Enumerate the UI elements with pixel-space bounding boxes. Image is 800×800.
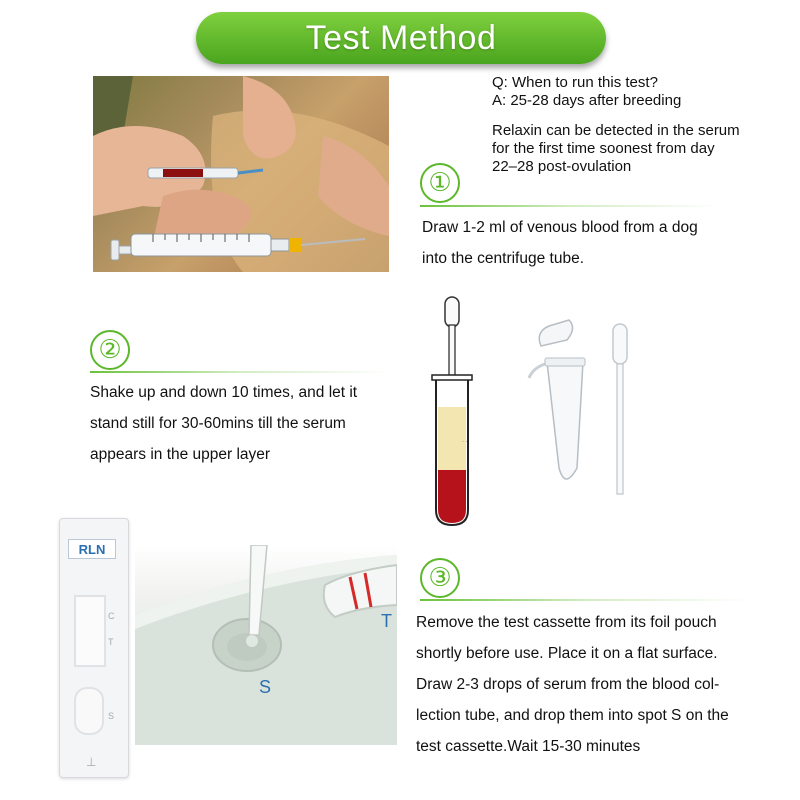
qa-block xyxy=(492,74,740,176)
step-2-line: appears in the upper layer xyxy=(90,446,271,463)
step-1-divider xyxy=(420,205,720,207)
step-3-divider xyxy=(420,599,750,601)
svg-text:· ·: · · xyxy=(462,439,468,445)
cassette-closeup-illustration xyxy=(135,545,397,745)
step-1-badge: ① xyxy=(420,163,460,203)
cassette-label: RLN xyxy=(68,539,116,559)
blood-draw-photo xyxy=(93,76,389,272)
collection-tube-and-dropper xyxy=(525,318,645,503)
step-2-badge: ② xyxy=(90,330,130,370)
sample-mark: S xyxy=(108,711,115,721)
step-3-line: Remove the test cassette from its foil pouch xyxy=(416,614,717,631)
header-banner xyxy=(196,12,606,64)
test-cassette xyxy=(59,518,129,778)
cassette-closeup-photo xyxy=(135,545,397,745)
note-line: Relaxin can be detected in the serum xyxy=(492,122,740,139)
control-line-mark: C xyxy=(108,611,115,621)
step-1-description xyxy=(422,212,698,274)
step-2-divider xyxy=(90,371,390,373)
note-line: 22–28 post-ovulation xyxy=(492,158,632,175)
sample-well xyxy=(74,687,104,735)
step-3-line: shortly before use. Place it on a flat surface. xyxy=(416,645,718,662)
step-3-line: lection tube, and drop them into spot S on the xyxy=(416,707,729,724)
arrow-icon: ⊥ xyxy=(86,755,97,769)
test-line-mark: T xyxy=(381,611,392,631)
step-3-description xyxy=(416,607,729,762)
question-text: Q: When to run this test? xyxy=(492,74,658,91)
sample-mark: S xyxy=(259,677,272,697)
step-2-line: Shake up and down 10 times, and let it xyxy=(90,384,358,401)
step-1-line: into the centrifuge tube. xyxy=(422,250,585,267)
step-3-line: Draw 2-3 drops of serum from the blood col- xyxy=(416,676,720,693)
step-3-line: test cassette.Wait 15-30 minutes xyxy=(416,738,641,755)
answer-text: A: 25-28 days after breeding xyxy=(492,92,682,109)
result-window xyxy=(74,595,106,667)
step-3-badge: ③ xyxy=(420,558,460,598)
step-2-description xyxy=(90,377,357,470)
note-line: for the first time soonest from day xyxy=(492,140,715,157)
centrifuge-tube-illustration xyxy=(418,295,498,530)
step-2-line: stand still for 30-60mins till the serum xyxy=(90,415,346,432)
page-title: Test Method xyxy=(305,18,497,57)
blood-draw-illustration xyxy=(93,76,389,272)
step-1-line: Draw 1-2 ml of venous blood from a dog xyxy=(422,219,698,236)
test-line-mark: T xyxy=(108,637,114,647)
